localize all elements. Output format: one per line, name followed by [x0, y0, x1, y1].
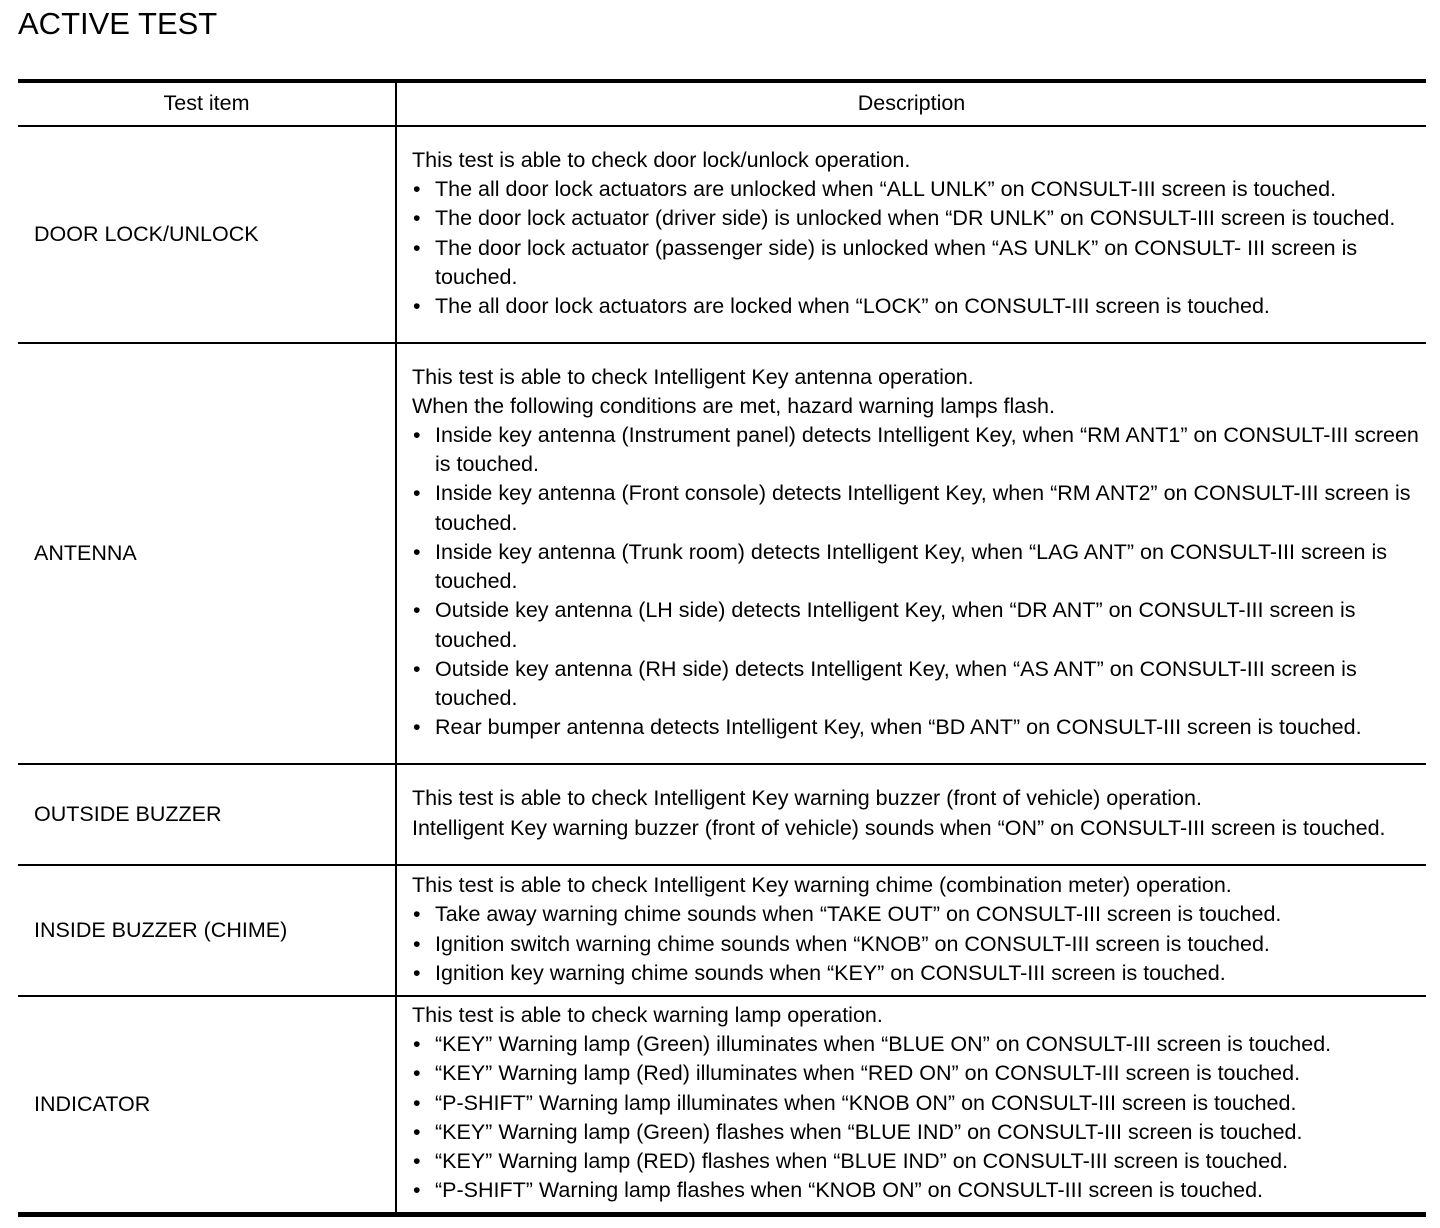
test-item-cell: ANTENNA: [18, 343, 396, 764]
bullet-icon: •: [413, 1149, 421, 1174]
list-item-text: The all door lock actuators are locked when “LOCK” on CONSULT-III screen is touched.: [435, 293, 1270, 318]
bullet-icon: •: [413, 423, 421, 448]
list-item: [412, 596, 1422, 654]
list-item-text: The door lock actuator (driver side) is unlocked when “DR UNLK” on CONSULT-III screen is touched.: [435, 206, 1396, 231]
list-item-text: Inside key antenna (Trunk room) detects Intelligent Key, when “LAG ANT” on CONSULT-III screen is touched.: [435, 539, 1387, 594]
list-item-text: “P-SHIFT” Warning lamp flashes when “KNOB ON” on CONSULT-III screen is touched.: [435, 1178, 1264, 1203]
list-item: [412, 292, 1422, 321]
description-intro: This test is able to check warning lamp operation.: [412, 1003, 883, 1028]
description-cell: [396, 865, 1426, 996]
list-item: [412, 1118, 1422, 1147]
list-item: [412, 1147, 1422, 1176]
list-item-text: Rear bumper antenna detects Intelligent Key, when “BD ANT” on CONSULT-III screen is touched.: [435, 715, 1362, 740]
list-item: [412, 930, 1422, 959]
list-item-text: Outside key antenna (RH side) detects Intelligent Key, when “AS ANT” on CONSULT-III screen is touched.: [435, 656, 1357, 710]
bullet-icon: •: [413, 481, 421, 506]
test-item-cell: INDICATOR: [18, 996, 396, 1214]
list-item-text: Ignition switch warning chime sounds when “KNOB” on CONSULT-III screen is touched.: [435, 931, 1270, 956]
bullet-icon: •: [413, 1119, 421, 1144]
bullet-icon: •: [413, 931, 421, 956]
list-item: [412, 538, 1422, 596]
description-intro: When the following conditions are met, hazard warning lamps flash.: [412, 393, 1055, 418]
bullet-icon: •: [413, 1178, 421, 1203]
bullet-icon: •: [413, 235, 421, 260]
description-cell: [396, 996, 1426, 1214]
table-row: [18, 996, 1426, 1214]
bullet-icon: •: [413, 902, 421, 927]
bullet-icon: •: [413, 206, 421, 231]
column-header-description: Description: [396, 81, 1426, 126]
table-row: [18, 764, 1426, 865]
list-item-text: The all door lock actuators are unlocked when “ALL UNLK” on CONSULT-III screen is touched.: [435, 177, 1337, 202]
table-header-row: [18, 81, 1426, 126]
test-item-cell: OUTSIDE BUZZER: [18, 764, 396, 865]
table-row: [18, 126, 1426, 343]
list-item: [412, 421, 1422, 479]
list-item-text: “KEY” Warning lamp (Green) flashes when “BLUE IND” on CONSULT-III screen is touched.: [435, 1119, 1303, 1144]
description-intro: This test is able to check Intelligent Key antenna operation.: [412, 364, 974, 389]
bullet-list: [412, 421, 1422, 742]
table-row: [18, 865, 1426, 996]
bullet-icon: •: [413, 1032, 421, 1057]
list-item-text: Outside key antenna (LH side) detects Intelligent Key, when “DR ANT” on CONSULT-III screen is touched.: [435, 598, 1356, 652]
list-item: [412, 1059, 1422, 1088]
bullet-list: [412, 175, 1422, 321]
bullet-icon: •: [413, 656, 421, 681]
description-intro: This test is able to check Intelligent Key warning buzzer (front of vehicle) operation.: [412, 786, 1202, 811]
bullet-icon: •: [413, 715, 421, 740]
list-item: [412, 234, 1422, 292]
column-header-test-item: Test item: [18, 81, 396, 126]
bullet-list: [412, 900, 1422, 988]
page-title: ACTIVE TEST: [18, 6, 218, 41]
list-item-text: “KEY” Warning lamp (Red) illuminates when “RED ON” on CONSULT-III screen is touched.: [435, 1061, 1301, 1086]
bullet-icon: •: [413, 293, 421, 318]
list-item: [412, 1030, 1422, 1059]
list-item: [412, 175, 1422, 204]
list-item-text: “KEY” Warning lamp (Green) illuminates when “BLUE ON” on CONSULT-III screen is touched.: [435, 1032, 1332, 1057]
list-item-text: “P-SHIFT” Warning lamp illuminates when “KNOB ON” on CONSULT-III screen is touched.: [435, 1090, 1297, 1115]
bullet-list: [412, 1030, 1422, 1205]
test-item-cell: DOOR LOCK/UNLOCK: [18, 126, 396, 343]
list-item-text: Inside key antenna (Front console) detects Intelligent Key, when “RM ANT2” on CONSULT-III screen is touched.: [435, 481, 1411, 535]
list-item: [412, 655, 1422, 713]
table-row: [18, 343, 1426, 764]
list-item-text: Take away warning chime sounds when “TAKE OUT” on CONSULT-III screen is touched.: [435, 902, 1282, 927]
bullet-icon: •: [413, 1090, 421, 1115]
list-item: [412, 204, 1422, 233]
description-cell: [396, 343, 1426, 764]
list-item-text: “KEY” Warning lamp (RED) flashes when “BLUE IND” on CONSULT-III screen is touched.: [435, 1149, 1289, 1174]
list-item: [412, 479, 1422, 537]
description-cell: [396, 126, 1426, 343]
list-item-text: The door lock actuator (passenger side) is unlocked when “AS UNLK” on CONSULT- III screen is touched.: [435, 235, 1358, 289]
bullet-icon: •: [413, 539, 421, 564]
bullet-icon: •: [413, 1061, 421, 1086]
bullet-icon: •: [413, 177, 421, 202]
description-intro: This test is able to check door lock/unlock operation.: [412, 147, 911, 172]
list-item-text: Ignition key warning chime sounds when “KEY” on CONSULT-III screen is touched.: [435, 960, 1226, 985]
bullet-icon: •: [413, 960, 421, 985]
description-cell: [396, 764, 1426, 865]
description-intro: This test is able to check Intelligent Key warning chime (combination meter) operation.: [412, 873, 1232, 898]
list-item: [412, 1089, 1422, 1118]
list-item: [412, 1176, 1422, 1205]
description-intro: Intelligent Key warning buzzer (front of vehicle) sounds when “ON” on CONSULT-III screen is touched.: [412, 815, 1386, 840]
list-item-text: Inside key antenna (Instrument panel) detects Intelligent Key, when “RM ANT1” on CONSULT-III screen is touched.: [435, 423, 1419, 477]
bullet-icon: •: [413, 598, 421, 623]
test-item-cell: INSIDE BUZZER (CHIME): [18, 865, 396, 996]
list-item: [412, 900, 1422, 929]
active-test-table: [18, 79, 1426, 1217]
list-item: [412, 713, 1422, 742]
list-item: [412, 959, 1422, 988]
